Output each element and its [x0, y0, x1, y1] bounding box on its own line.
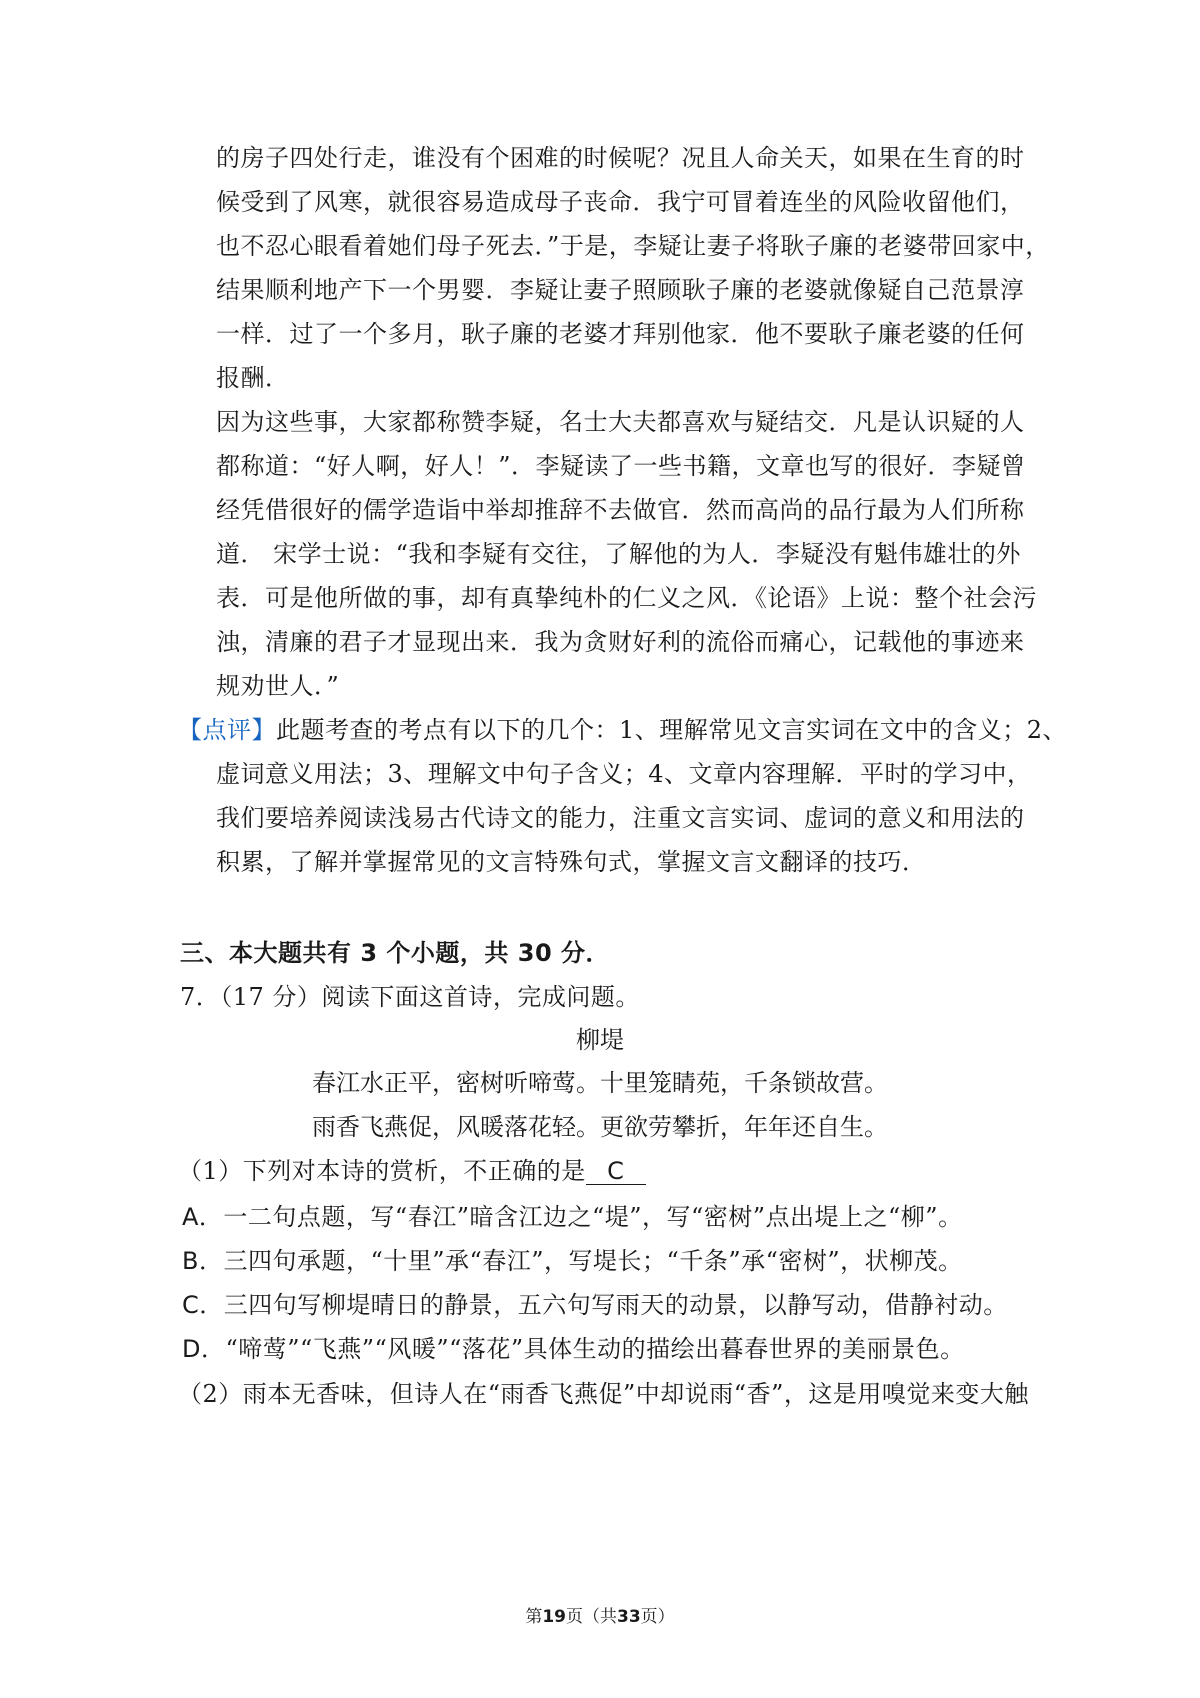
- text-line: 我们要培养阅读浅易古代诗文的能力，注重文言实词、虚词的意义和用法的: [216, 804, 1025, 832]
- footer-prefix: 第: [525, 1607, 543, 1627]
- text-line: 经凭借很好的儒学造诣中举却推辞不去做官．然而高尚的品行最为人们所称: [216, 496, 1025, 524]
- option-text: 三四句写柳堤晴日的静景，五六句写雨天的动景，以静写动，借静衬动。: [223, 1291, 1008, 1319]
- text-line: 的房子四处行走，谁没有个困难的时候呢？况且人命关天，如果在生育的时: [216, 144, 1025, 172]
- dianping-first-line: [178, 715, 1067, 745]
- text-line: 虚词意义用法；3、理解文中句子含义；4、文章内容理解．平时的学习中，: [216, 760, 1032, 788]
- text-line: 都称道：“好人啊，好人！”．李疑读了一些书籍，文章也写的很好．李疑曾: [216, 452, 1026, 480]
- option-text: “啼莺”“飞燕”“风暖”“落花”具体生动的描绘出暮春世界的美丽景色。: [225, 1335, 965, 1363]
- subquestion-1: [178, 1156, 646, 1186]
- text-line: 也不忍心眼看着她们母子死去．”于是，李疑让妻子将耿子廉的老婆带回家中，: [216, 232, 1050, 260]
- section-title: 三、本大题共有 3 个小题，共 30 分．: [180, 939, 611, 967]
- subquestion-prompt: （1）下列对本诗的赏析，不正确的是: [178, 1157, 586, 1185]
- poem-line: 春江水正平，密树听啼莺。十里笼睛苑，千条锁故营。: [312, 1069, 888, 1097]
- option-a: [182, 1202, 963, 1232]
- footer-middle: 页（共: [566, 1607, 617, 1627]
- dianping-label: 【点评】: [178, 716, 276, 744]
- text-line: 因为这些事，大家都称赞李疑，名士大夫都喜欢与疑结交．凡是认识疑的人: [216, 408, 1025, 436]
- option-text: 一二句点题，写“春江”暗含江边之“堤”，写“密树”点出堤上之“柳”。: [223, 1203, 963, 1231]
- option-d: [182, 1334, 965, 1364]
- footer-suffix: 页）: [640, 1607, 675, 1627]
- text-line: 表．可是他所做的事，却有真挚纯朴的仁义之风．《论语》上说：整个社会污: [216, 584, 1037, 612]
- option-letter: B．: [182, 1247, 224, 1275]
- text-line: 道． 宋学士说：“我和李疑有交往，了解他的为人．李疑没有魁伟雄壮的外: [216, 540, 1021, 568]
- text-line: 结果顺利地产下一个男婴．李疑让妻子照顾耿子廉的老婆就像疑自己范景淳: [216, 276, 1025, 304]
- option-c: [182, 1290, 1008, 1320]
- poem-title: 柳堤: [576, 1026, 624, 1054]
- dianping-text: 此题考查的考点有以下的几个：1、理解常见文言实词在文中的含义；2、: [276, 716, 1068, 744]
- option-letter: D．: [182, 1335, 226, 1363]
- text-line: 规劝世人．”: [216, 672, 340, 700]
- option-letter: A．: [182, 1203, 224, 1231]
- text-line: 一样．过了一个多月，耿子廉的老婆才拜别他家．他不要耿子廉老婆的任何: [216, 320, 1025, 348]
- page-footer: [0, 1602, 1200, 1627]
- text-line: 积累，了解并掌握常见的文言特殊句式，掌握文言文翻译的技巧．: [216, 848, 927, 876]
- option-b: [182, 1246, 963, 1276]
- footer-total-pages: 33: [617, 1607, 641, 1627]
- footer-page-number: 19: [542, 1607, 566, 1627]
- text-line: 候受到了风寒，就很容易造成母子丧命．我宁可冒着连坐的风险收留他们，: [216, 188, 1025, 216]
- option-letter: C．: [182, 1291, 224, 1319]
- poem-line: 雨香飞燕促，风暖落花轻。更欲劳攀折，年年还自生。: [312, 1113, 888, 1141]
- option-text: 三四句承题，“十里”承“春江”，写堤长；“千条”承“密树”，状柳茂。: [223, 1247, 963, 1275]
- text-line: 浊，清廉的君子才显现出来．我为贪财好利的流俗而痛心，记载他的事迹来: [216, 628, 1025, 656]
- question-stem: 7．（17 分）阅读下面这首诗，完成问题。: [180, 983, 640, 1011]
- text-line: 报酬．: [216, 364, 290, 392]
- answer-blank: C: [586, 1158, 646, 1185]
- subquestion-2: （2）雨本无香味，但诗人在“雨香飞燕促”中却说雨“香”，这是用嗅觉来变大触: [178, 1380, 1029, 1408]
